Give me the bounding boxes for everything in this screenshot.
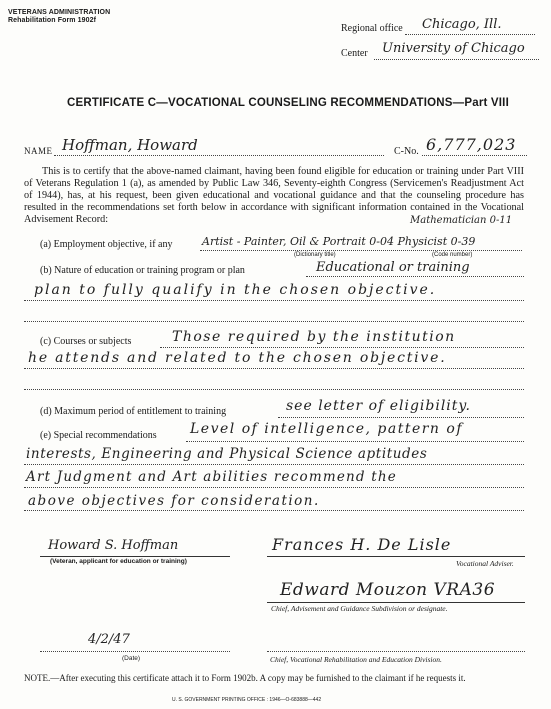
item-d-label: (d) Maximum period of entitlement to training (40, 406, 227, 417)
date-caption: (Date) (122, 655, 141, 662)
page-title: CERTIFICATE C—VOCATIONAL COUNSELING RECOMMENDATIONS—Part VIII (67, 97, 509, 109)
recommendations-line-1: Level of intelligence, pattern of (190, 421, 464, 437)
printer-imprint: U. S. GOVERNMENT PRINTING OFFICE : 1946—O-683888—442 (172, 697, 322, 703)
training-plan-line-2: plan to fully qualify in the chosen objective. (34, 282, 437, 298)
item-d-line (278, 417, 524, 418)
center-label: Center (341, 48, 368, 59)
item-b-line-2 (24, 300, 524, 301)
item-c-label: (c) Courses or subjects (40, 336, 132, 347)
center-value: University of Chicago (382, 41, 525, 56)
c-no-value: 6,777,023 (426, 135, 517, 154)
veteran-signature: Howard S. Hoffman (48, 538, 179, 553)
form-number: Rehabilitation Form 1902f (8, 17, 97, 24)
c-no-label: C-No. (394, 146, 419, 157)
item-e-label: (e) Special recommendations (40, 430, 157, 441)
courses-line-1: Those required by the institution (172, 329, 456, 345)
claimant-name: Hoffman, Howard (62, 136, 198, 154)
name-label: NAME (24, 146, 53, 156)
advisement-record-value: Mathematician 0-11 (410, 215, 513, 226)
item-e-line-3 (24, 487, 524, 488)
recommendations-line-3: Art Judgment and Art abilities recommend the (26, 469, 397, 485)
chief-caption: Chief, Advisement and Guidance Subdivision or designate. (271, 604, 448, 613)
item-a-label: (a) Employment objective, if any (40, 239, 173, 250)
footer-note: NOTE.—After executing this certificate attach it to Form 1902b. A copy may be furnished to the claimant if he requests it. (24, 673, 466, 683)
item-b-line-3 (24, 321, 524, 322)
date-line (40, 651, 230, 652)
center-line (374, 59, 539, 60)
employment-objective: Artist - Painter, Oil & Portrait 0-04 Physicist 0-39 (202, 235, 476, 248)
courses-line-2: he attends and related to the chosen objective. (28, 350, 447, 366)
division-line (267, 651, 525, 652)
name-line (54, 155, 384, 156)
regional-office-value: Chicago, Ill. (422, 17, 502, 32)
veteran-caption: (Veteran, applicant for education or training) (50, 558, 187, 565)
item-e-line-2 (24, 464, 524, 465)
certification-text: This is to certify that the above-named claimant, having been found eligible for education or training under Part VIII of Veterans Regulation 1 (a), as amended by Public Law 346, Seventy-eighth Congress (Servicemen's Readjustment Act of 1944), has, at his request, been given educational and vocational guidance and that the counseling procedure has resulted in the recommendations set forth below in accordance with significant information contained in the Vocational Advisement Record: (24, 166, 524, 225)
date-value: 4/2/47 (88, 632, 130, 647)
division-caption: Chief, Vocational Rehabilitation and Education Division. (270, 655, 442, 664)
recommendations-line-4: above objectives for consideration. (28, 493, 320, 509)
agency-name: VETERANS ADMINISTRATION (8, 9, 111, 16)
veteran-signature-line (40, 556, 230, 557)
item-e-line-1 (186, 441, 524, 442)
item-e-line-4 (24, 510, 524, 511)
recommendations-line-2: interests, Engineering and Physical Science aptitudes (26, 446, 428, 462)
adviser-signature-line (267, 556, 525, 557)
adviser-caption: Vocational Adviser. (456, 559, 514, 568)
item-c-line-2 (24, 368, 524, 369)
training-plan-line-1: Educational or training (316, 260, 470, 275)
regional-office-label: Regional office (341, 23, 403, 34)
item-a-line (200, 250, 522, 251)
entitlement-period: see letter of eligibility. (286, 398, 471, 414)
chief-signature: Edward Mouzon VRA36 (280, 580, 496, 600)
item-b-label: (b) Nature of education or training program or plan (40, 265, 245, 276)
chief-signature-line (267, 602, 525, 603)
item-c-line-1 (160, 347, 524, 348)
regional-office-line (405, 34, 535, 35)
code-number-caption: (Code number) (432, 252, 473, 258)
dictionary-title-caption: (Dictionary title) (294, 252, 336, 258)
c-no-line (422, 155, 527, 156)
adviser-signature: Frances H. De Lisle (272, 535, 452, 554)
item-c-line-3 (24, 389, 524, 390)
item-b-line-1 (306, 276, 524, 277)
